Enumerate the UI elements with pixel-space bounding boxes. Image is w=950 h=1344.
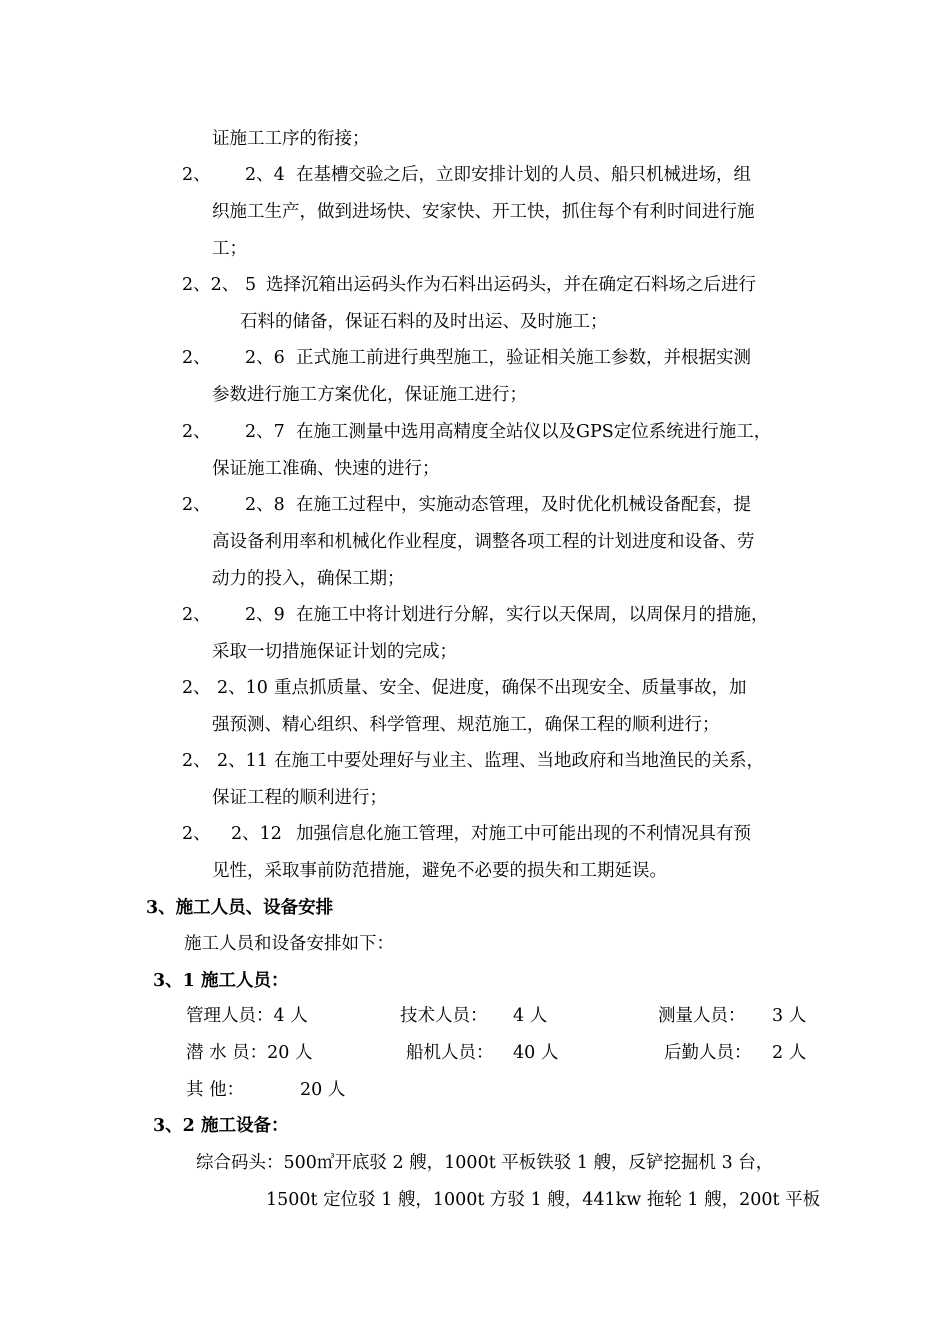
item-line: 织施工生产，做到进场快、安家快、开工快，抓住每个有利时间进行施 bbox=[212, 202, 755, 222]
staff-logistics-label: 后勤人员： bbox=[664, 1043, 752, 1063]
item-line: 见性，采取事前防范措施，避免不必要的损失和工期延误。 bbox=[212, 861, 667, 881]
item-line: 在基槽交验之后，立即安排计划的人员、船只机械进场，组 bbox=[296, 165, 751, 185]
staff-crew-label: 船机人员： bbox=[406, 1043, 494, 1063]
subsection-heading: 3、1 施工人员： bbox=[153, 971, 289, 991]
item-prefix: 2、 bbox=[182, 495, 211, 515]
item-prefix: 2、 bbox=[182, 751, 211, 771]
item-line: 加强信息化施工管理，对施工中可能出现的不利情况具有预 bbox=[296, 824, 751, 844]
staff-row bbox=[186, 1004, 826, 1028]
staff-row bbox=[186, 1041, 826, 1065]
staff-management: 管理人员：4 人 bbox=[186, 1006, 308, 1026]
item-label: 2、7 bbox=[245, 422, 285, 442]
staff-technical-label: 技术人员： bbox=[400, 1006, 488, 1026]
staff-survey-label: 测量人员： bbox=[658, 1006, 746, 1026]
item-line: 石料的储备，保证石料的及时出运、及时施工； bbox=[240, 312, 608, 332]
item-prefix: 2、 bbox=[182, 165, 211, 185]
section-intro: 施工人员和设备安排如下： bbox=[184, 934, 394, 954]
item-prefix: 2、 bbox=[182, 824, 211, 844]
equipment-line: 综合码头：500㎥开底驳 2 艘，1000t 平板铁驳 1 艘，反铲挖掘机 3 台， bbox=[196, 1153, 774, 1173]
item-label: 2、4 bbox=[245, 165, 285, 185]
item-line: 在施工中要处理好与业主、监理、当地政府和当地渔民的关系， bbox=[274, 751, 764, 771]
item-label: 5 bbox=[245, 275, 257, 295]
intro-line: 证施工工序的衔接； bbox=[212, 129, 370, 149]
staff-technical-value: 4 人 bbox=[513, 1006, 548, 1026]
staff-row bbox=[186, 1078, 826, 1102]
item-label: 2、10 bbox=[217, 678, 268, 698]
equipment-line: 1500t 定位驳 1 艘，1000t 方驳 1 艘，441kw 拖轮 1 艘，200t 平板 bbox=[266, 1190, 821, 1210]
item-line: 在施工过程中，实施动态管理，及时优化机械设备配套，提 bbox=[296, 495, 751, 515]
staff-other-value: 20 人 bbox=[300, 1080, 346, 1100]
item-line: 参数进行施工方案优化，保证施工进行； bbox=[212, 385, 527, 405]
item-prefix: 2、2、 bbox=[182, 275, 240, 295]
item-line: 强预测、精心组织、科学管理、规范施工，确保工程的顺利进行； bbox=[212, 715, 720, 735]
staff-other-label: 其 他： bbox=[186, 1080, 245, 1100]
item-line: 在施工测量中选用高精度全站仪以及GPS定位系统进行施工， bbox=[296, 422, 772, 442]
staff-diver: 潜 水 员：20 人 bbox=[186, 1043, 313, 1063]
section-heading: 3、施工人员、设备安排 bbox=[146, 898, 334, 918]
item-label: 2、8 bbox=[245, 495, 285, 515]
staff-survey-value: 3 人 bbox=[772, 1006, 807, 1026]
item-line: 保证工程的顺利进行； bbox=[212, 788, 387, 808]
staff-logistics-value: 2 人 bbox=[772, 1043, 807, 1063]
subsection-heading: 3、2 施工设备： bbox=[153, 1116, 289, 1136]
item-line: 工； bbox=[212, 239, 247, 259]
item-label: 2、9 bbox=[245, 605, 285, 625]
item-line: 采取一切措施保证计划的完成； bbox=[212, 642, 457, 662]
item-label: 2、6 bbox=[245, 348, 285, 368]
item-label: 2、12 bbox=[231, 824, 282, 844]
item-prefix: 2、 bbox=[182, 348, 211, 368]
item-prefix: 2、 bbox=[182, 678, 211, 698]
item-prefix: 2、 bbox=[182, 422, 211, 442]
item-line: 正式施工前进行典型施工，验证相关施工参数，并根据实测 bbox=[296, 348, 751, 368]
item-line: 重点抓质量、安全、促进度，确保不出现安全、质量事故，加 bbox=[274, 678, 747, 698]
item-label: 2、11 bbox=[217, 751, 268, 771]
staff-crew-value: 40 人 bbox=[513, 1043, 559, 1063]
item-line: 选择沉箱出运码头作为石料出运码头，并在确定石料场之后进行 bbox=[266, 275, 756, 295]
item-line: 保证施工准确、快速的进行； bbox=[212, 459, 440, 479]
item-line: 高设备利用率和机械化作业程度，调整各项工程的计划进度和设备、劳 bbox=[212, 532, 755, 552]
item-line: 在施工中将计划进行分解，实行以天保周，以周保月的措施， bbox=[296, 605, 769, 625]
item-prefix: 2、 bbox=[182, 605, 211, 625]
item-line: 动力的投入，确保工期； bbox=[212, 569, 405, 589]
